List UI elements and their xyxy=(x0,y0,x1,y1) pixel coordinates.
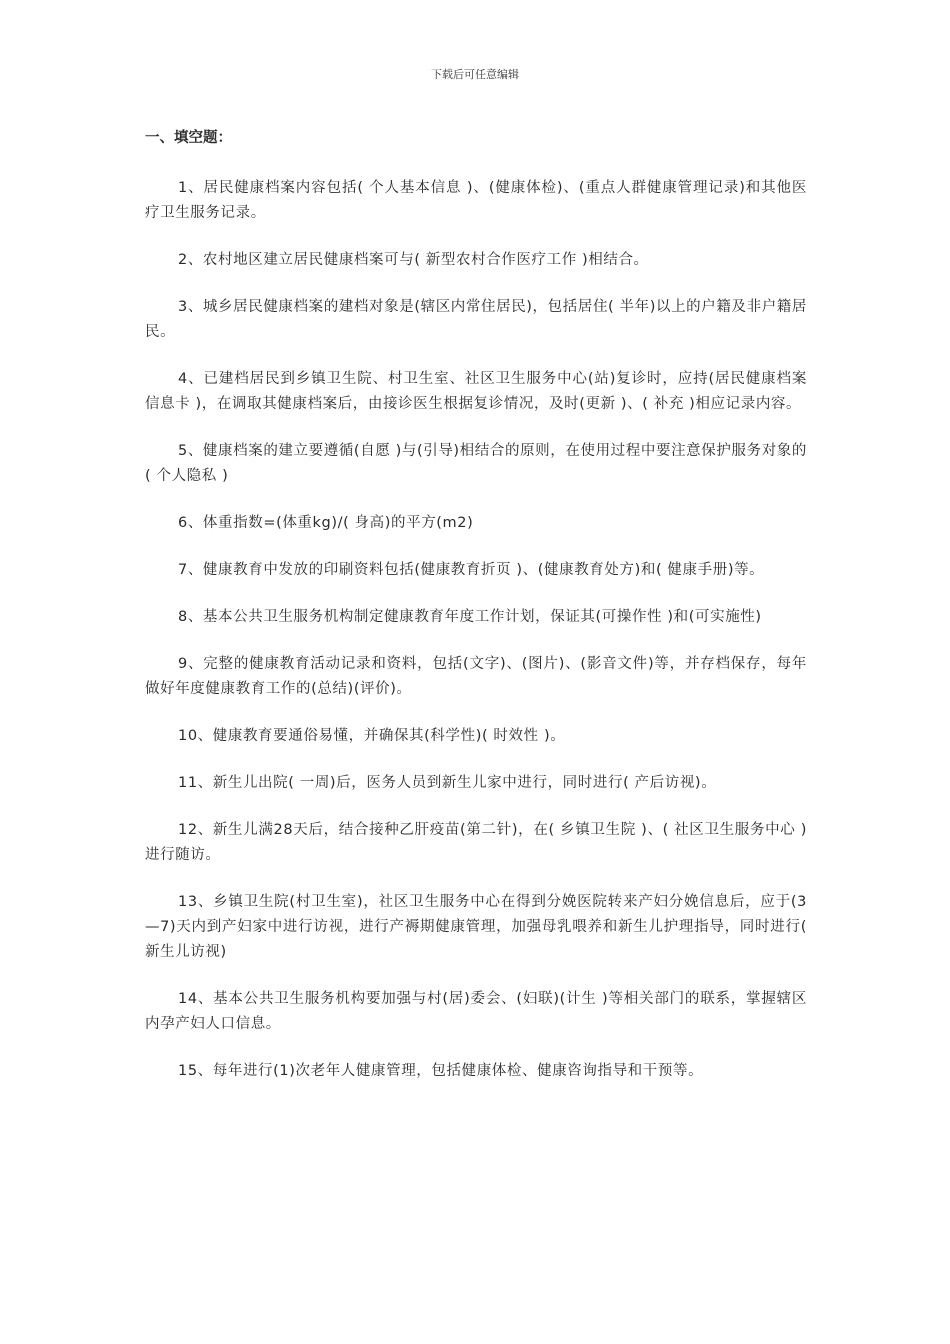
question-item-15: 15、每年进行(1)次老年人健康管理，包括健康体检、健康咨询指导和干预等。 xyxy=(178,1063,704,1079)
question-item-11: 11、新生儿出院( 一周)后，医务人员到新生儿家中进行，同时进行( 产后访视)。 xyxy=(178,775,717,791)
question-item-14: 14、基本公共卫生服务机构要加强与村(居)委会、(妇联)(计生 )等相关部门的联系，掌握辖区内孕产妇人口信息。 xyxy=(145,991,807,1032)
question-item-4: 4、已建档居民到乡镇卫生院、村卫生室、社区卫生服务中心(站)复诊时，应持(居民健康档案信息卡 )，在调取其健康档案后，由接诊医生根据复诊情况，及时(更新 )、( 补充 )相应记录内容。 xyxy=(145,371,807,412)
question-item-3: 3、城乡居民健康档案的建档对象是(辖区内常住居民)，包括居住( 半年)以上的户籍及非户籍居民。 xyxy=(145,299,807,340)
question-item-9: 9、完整的健康教育活动记录和资料，包括(文字)、(图片)、(影音文件)等，并存档保存，每年做好年度健康教育工作的(总结)(评价)。 xyxy=(145,656,807,697)
question-item-8: 8、基本公共卫生服务机构制定健康教育年度工作计划，保证其(可操作性 )和(可实施性) xyxy=(178,609,762,625)
question-item-6: 6、体重指数=(体重kg)/( 身高)的平方(m2) xyxy=(178,515,474,531)
question-item-13: 13、乡镇卫生院(村卫生室)，社区卫生服务中心在得到分娩医院转来产妇分娩信息后，应于(3—7)天内到产妇家中进行访视，进行产褥期健康管理，加强母乳喂养和新生儿护理指导，同时进行( 新生儿访视) xyxy=(145,894,807,960)
question-item-7: 7、健康教育中发放的印刷资料包括(健康教育折页 )、(健康教育处方)和( 健康手册)等。 xyxy=(178,562,765,578)
question-item-12: 12、新生儿满28天后，结合接种乙肝疫苗(第二针)，在( 乡镇卫生院 )、( 社区卫生服务中心 )进行随访。 xyxy=(145,822,807,863)
document-body xyxy=(145,128,807,1106)
section-title: 一、填空题： xyxy=(145,130,232,146)
question-item-10: 10、健康教育要通俗易懂，并确保其(科学性)( 时效性 )。 xyxy=(178,728,566,744)
question-item-2: 2、农村地区建立居民健康档案可与( 新型农村合作医疗工作 )相结合。 xyxy=(178,252,649,268)
question-item-5: 5、健康档案的建立要遵循(自愿 )与(引导)相结合的原则，在使用过程中要注意保护服务对象的( 个人隐私 ) xyxy=(145,443,807,484)
question-item-1: 1、居民健康档案内容包括( 个人基本信息 )、(健康体检)、(重点人群健康管理记录)和其他医疗卫生服务记录。 xyxy=(145,180,807,221)
header-note: 下载后可任意编辑 xyxy=(431,68,519,81)
